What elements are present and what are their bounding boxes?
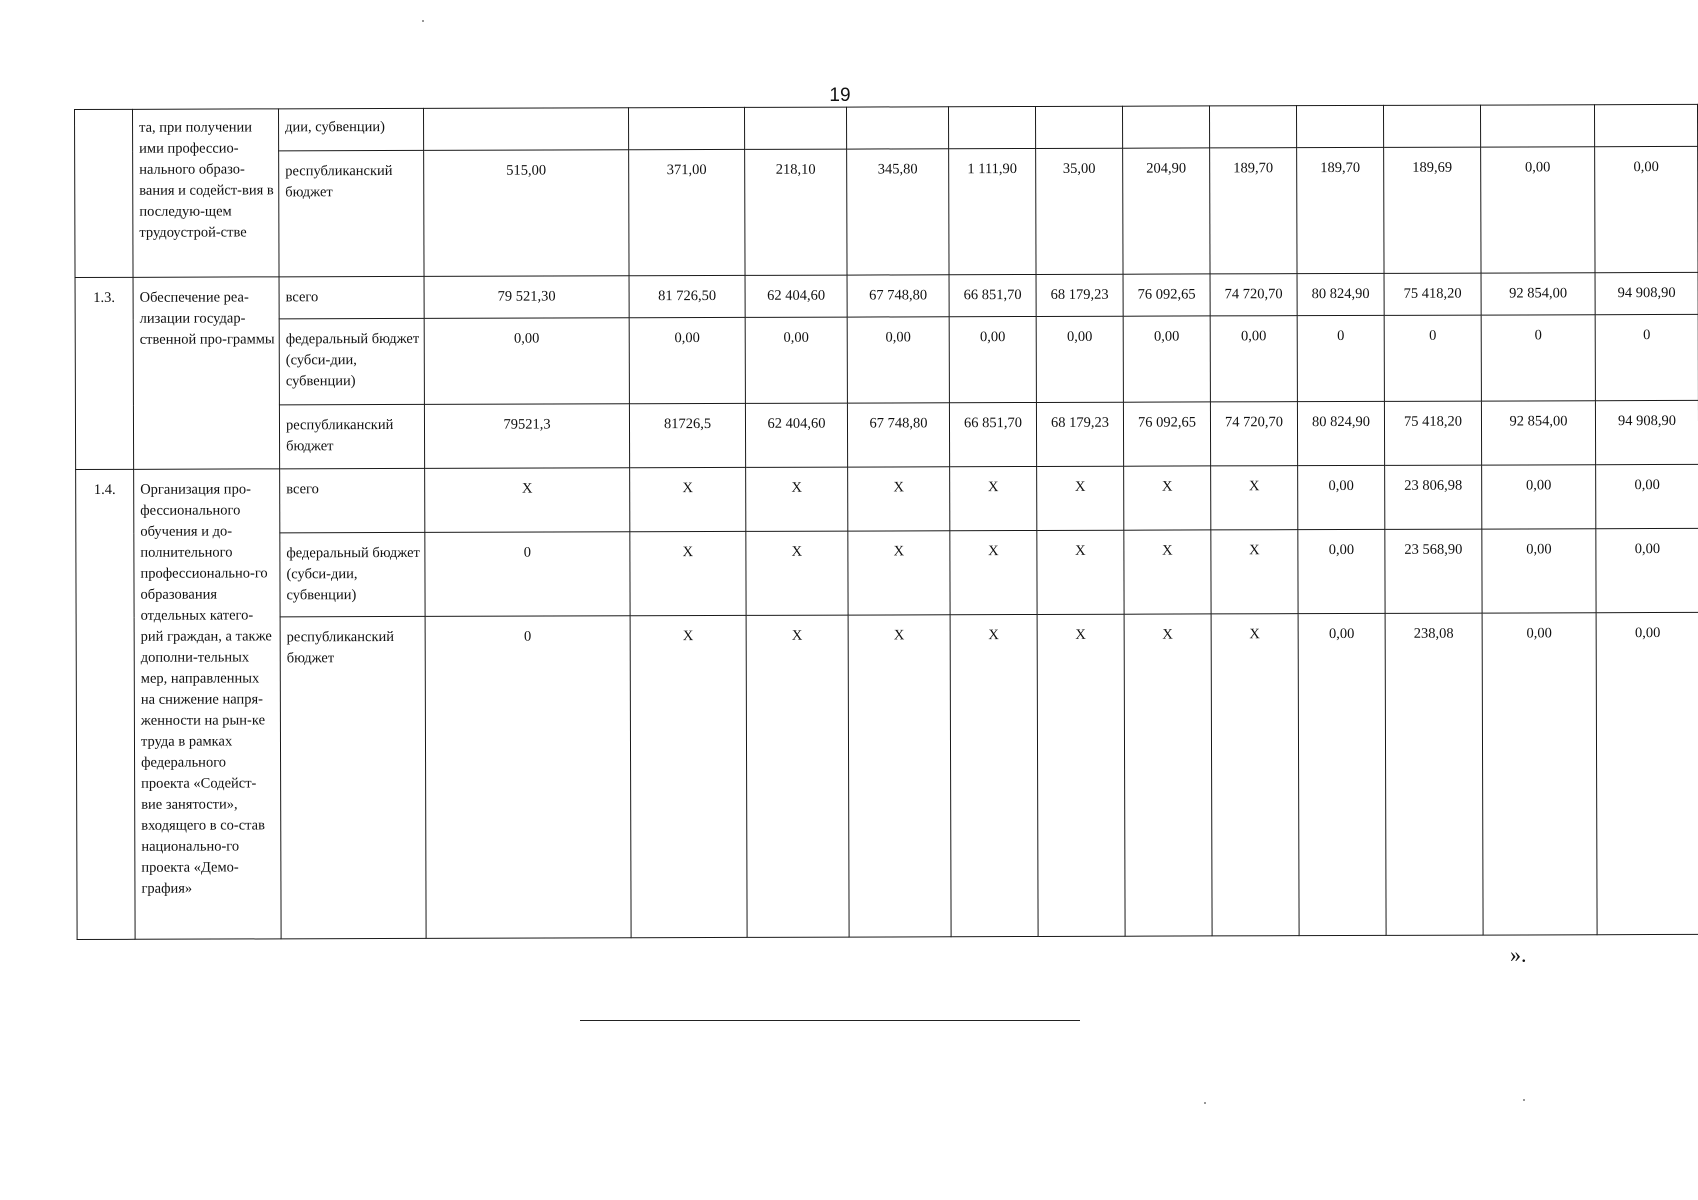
amount-cell bbox=[1035, 106, 1122, 148]
amount-cell: X bbox=[1037, 466, 1124, 530]
item-code-cell bbox=[75, 109, 134, 277]
amount-cell: 76 092,65 bbox=[1123, 402, 1210, 466]
amount-cell: 74 720,70 bbox=[1210, 402, 1297, 466]
page-number: 19 bbox=[829, 85, 851, 106]
table-row bbox=[75, 104, 1698, 151]
amount-cell: 0,00 bbox=[1596, 528, 1698, 612]
item-name-cell: та, при получении ими профессио-нального образо-вания и содейст-вия в последую-щем трудоустрой-стве bbox=[133, 109, 280, 277]
amount-cell: 0,00 bbox=[1596, 612, 1698, 934]
amount-cell: 0 bbox=[1297, 315, 1384, 401]
amount-cell: 75 418,20 bbox=[1384, 273, 1481, 315]
funding-source-cell: дии, субвенции) bbox=[279, 108, 424, 150]
amount-cell: 0,00 bbox=[1210, 316, 1297, 402]
table-row bbox=[75, 272, 1698, 319]
funding-source-cell: федеральный бюджет (субси-дии, субвенции) bbox=[279, 318, 424, 404]
amount-cell: 74 720,70 bbox=[1210, 274, 1297, 316]
amount-cell: 75 418,20 bbox=[1384, 401, 1481, 465]
amount-cell: 0,00 bbox=[1482, 465, 1596, 529]
amount-cell: 94 908,90 bbox=[1595, 272, 1698, 314]
amount-cell: 62 404,60 bbox=[745, 403, 847, 467]
amount-cell: 189,69 bbox=[1384, 147, 1481, 273]
amount-cell: X bbox=[1124, 530, 1211, 614]
amount-cell: X bbox=[1211, 466, 1298, 530]
amount-cell bbox=[1122, 106, 1209, 148]
amount-cell: 67 748,80 bbox=[847, 403, 949, 467]
funding-source-cell: республиканский бюджет bbox=[280, 616, 426, 938]
item-code-cell: 1.3. bbox=[75, 277, 134, 469]
item-name-cell: Обеспечение реа-лизации государ-ственной про-граммы bbox=[133, 277, 280, 469]
amount-cell: 66 851,70 bbox=[949, 402, 1036, 466]
item-code-cell: 1.4. bbox=[76, 469, 135, 939]
amount-cell: X bbox=[1211, 530, 1298, 614]
table-row bbox=[75, 146, 1698, 277]
amount-cell: 80 824,90 bbox=[1297, 401, 1384, 465]
amount-cell: 218,10 bbox=[745, 149, 847, 275]
amount-cell: X bbox=[1124, 614, 1212, 936]
amount-cell: X bbox=[848, 615, 951, 937]
funding-source-cell: республиканский бюджет bbox=[279, 150, 424, 276]
scan-speck bbox=[1523, 1099, 1525, 1101]
amount-cell: X bbox=[746, 467, 848, 531]
amount-cell: 0,00 bbox=[847, 317, 949, 403]
separator-line bbox=[580, 1020, 1080, 1021]
amount-cell: 23 568,90 bbox=[1385, 529, 1482, 613]
amount-cell: X bbox=[630, 467, 746, 531]
amount-cell: X bbox=[425, 468, 630, 533]
amount-cell: X bbox=[630, 615, 747, 937]
funding-source-cell: всего bbox=[280, 468, 425, 532]
amount-cell bbox=[1594, 104, 1697, 146]
amount-cell: X bbox=[746, 615, 849, 937]
amount-cell: X bbox=[1124, 466, 1211, 530]
amount-cell: X bbox=[950, 466, 1037, 530]
amount-cell: X bbox=[848, 467, 950, 531]
amount-cell: 515,00 bbox=[424, 150, 629, 277]
amount-cell: 67 748,80 bbox=[847, 275, 949, 317]
amount-cell bbox=[948, 106, 1035, 148]
funding-source-cell: федеральный бюджет (субси-дии, субвенции) bbox=[280, 532, 425, 616]
table-row bbox=[76, 464, 1698, 533]
amount-cell: 1 111,90 bbox=[949, 148, 1036, 274]
scan-speck bbox=[422, 20, 424, 22]
amount-cell bbox=[1296, 105, 1383, 147]
amount-cell: X bbox=[630, 531, 746, 615]
amount-cell: 66 851,70 bbox=[949, 274, 1036, 316]
amount-cell: 92 854,00 bbox=[1481, 401, 1595, 465]
amount-cell: 0,00 bbox=[1482, 529, 1596, 613]
amount-cell: 371,00 bbox=[629, 149, 745, 275]
amount-cell: 76 092,65 bbox=[1123, 274, 1210, 316]
amount-cell: 0 bbox=[1595, 314, 1698, 400]
amount-cell: 0,00 bbox=[1596, 464, 1698, 528]
table-row bbox=[76, 528, 1698, 617]
amount-cell: 79521,3 bbox=[424, 404, 629, 469]
amount-cell: 81726,5 bbox=[629, 403, 745, 467]
amount-cell bbox=[744, 107, 846, 149]
amount-cell: X bbox=[848, 531, 950, 615]
amount-cell: X bbox=[950, 530, 1037, 614]
amount-cell: 0,00 bbox=[629, 317, 745, 403]
amount-cell bbox=[1209, 106, 1296, 148]
amount-cell: X bbox=[1211, 614, 1299, 936]
amount-cell: 80 824,90 bbox=[1297, 273, 1384, 315]
funding-source-cell: республиканский бюджет bbox=[279, 404, 424, 468]
amount-cell: 23 806,98 bbox=[1385, 465, 1482, 529]
amount-cell: 92 854,00 bbox=[1481, 273, 1595, 315]
amount-cell: 204,90 bbox=[1123, 148, 1210, 274]
table-row bbox=[75, 314, 1698, 405]
table-row bbox=[75, 400, 1698, 469]
amount-cell: 68 179,23 bbox=[1036, 402, 1123, 466]
amount-cell bbox=[846, 107, 948, 149]
amount-cell: 189,70 bbox=[1297, 147, 1384, 273]
amount-cell: 345,80 bbox=[847, 149, 949, 275]
amount-cell bbox=[1383, 105, 1480, 147]
amount-cell: 0 bbox=[1384, 315, 1481, 401]
amount-cell bbox=[423, 108, 628, 151]
amount-cell: 62 404,60 bbox=[745, 275, 847, 317]
amount-cell: 0 bbox=[1481, 315, 1595, 401]
amount-cell: 79 521,30 bbox=[424, 276, 629, 319]
amount-cell bbox=[628, 107, 744, 149]
funding-source-cell: всего bbox=[279, 276, 424, 318]
amount-cell: 0,00 bbox=[949, 316, 1036, 402]
amount-cell: 94 908,90 bbox=[1595, 400, 1698, 464]
amount-cell: 0,00 bbox=[1298, 613, 1386, 935]
amount-cell: 238,08 bbox=[1385, 613, 1483, 935]
amount-cell: 0,00 bbox=[1298, 529, 1385, 613]
closing-quote-mark: ». bbox=[1510, 942, 1527, 967]
amount-cell: 0,00 bbox=[745, 317, 847, 403]
amount-cell bbox=[1480, 105, 1594, 147]
amount-cell: 0,00 bbox=[1482, 613, 1597, 935]
amount-cell: 189,70 bbox=[1210, 148, 1297, 274]
amount-cell: 35,00 bbox=[1036, 148, 1123, 274]
amount-cell: 0,00 bbox=[424, 318, 629, 405]
amount-cell: 0,00 bbox=[1481, 147, 1595, 273]
scan-speck bbox=[1204, 1102, 1206, 1104]
amount-cell: 0,00 bbox=[1298, 465, 1385, 529]
amount-cell: X bbox=[746, 531, 848, 615]
amount-cell: X bbox=[950, 614, 1038, 936]
amount-cell: 68 179,23 bbox=[1036, 274, 1123, 316]
amount-cell: 0 bbox=[425, 532, 630, 617]
amount-cell: 81 726,50 bbox=[629, 275, 745, 317]
amount-cell: 0,00 bbox=[1036, 316, 1123, 402]
amount-cell: 0,00 bbox=[1123, 316, 1210, 402]
amount-cell: 0,00 bbox=[1595, 146, 1698, 272]
item-name-cell: Организация про-фессионального обучения и до-полнительного профессионально-го образования отдельных катего-рий граждан, а также дополни-тельных мер, направленных на снижение напря-женности на рын-ке труда в рамках федерального проекта «Содейст-вие занятости», входящего в со-став национально-го проекта «Демо-графия» bbox=[134, 469, 281, 939]
amount-cell: X bbox=[1037, 530, 1124, 614]
amount-cell: 0 bbox=[425, 616, 631, 939]
amount-cell: X bbox=[1037, 614, 1125, 936]
table-row bbox=[76, 612, 1698, 939]
budget-table bbox=[74, 104, 1698, 940]
